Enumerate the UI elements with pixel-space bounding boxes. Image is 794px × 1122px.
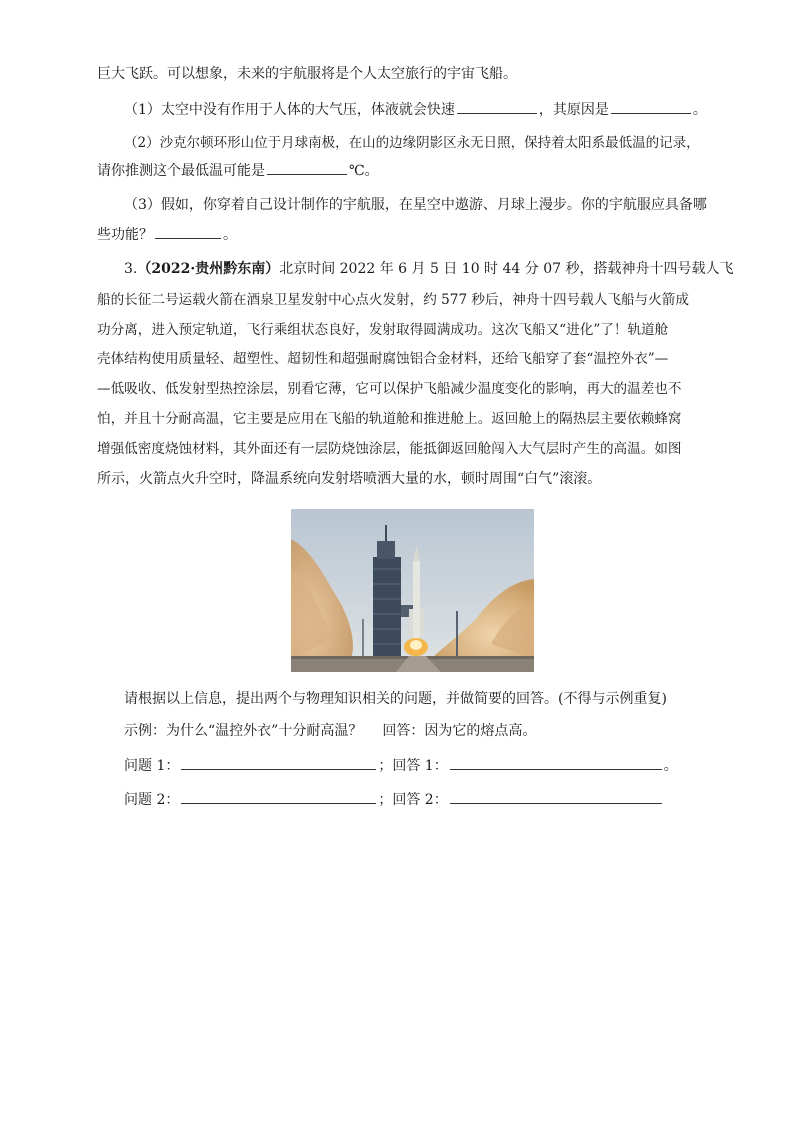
- punctuation: 。: [692, 102, 707, 118]
- question-2-input[interactable]: [181, 789, 376, 804]
- example-line: [0, 721, 794, 741]
- problem-3-line: [0, 469, 794, 489]
- problem-3-line: [0, 379, 794, 399]
- problem-text-line: 功分离，进入预定轨道，飞行乘组状态良好，发射取得圆满成功。这次飞船又“进化”了！轨道舱: [97, 322, 669, 338]
- punctuation: 。: [663, 758, 678, 774]
- rocket-flame-core: [410, 640, 422, 650]
- example-answer: 回答：因为它的熔点高。: [382, 723, 537, 739]
- problem-text-line: 怕，并且十分耐高温，它主要是应用在飞船的轨道舱和推进舱上。返回舱上的隔热层主要依赖蜂窝: [97, 411, 682, 427]
- rocket-booster-right: [420, 609, 424, 637]
- question-1-label: 问题 1：: [124, 758, 180, 774]
- answer-blank[interactable]: [267, 160, 347, 175]
- problem-3-line: [0, 349, 794, 369]
- question-1-text: （1）太空中没有作用于人体的大气压，体液就会快速: [124, 102, 455, 118]
- text: 巨大飞跃。可以想象，未来的宇航服将是个人太空旅行的宇宙飞船。: [97, 66, 517, 82]
- paragraph-line: [0, 64, 794, 84]
- question-3-text-b: 些功能？: [97, 227, 153, 243]
- answer-1-label: ；回答 1：: [378, 758, 448, 774]
- answer-blank[interactable]: [155, 224, 221, 239]
- question-1-text-b: ，其原因是: [538, 102, 609, 118]
- answer-2-label: ；回答 2：: [378, 792, 448, 808]
- answer-row-2: [0, 789, 794, 810]
- punctuation: 。: [223, 227, 237, 243]
- launch-tower: [373, 557, 401, 657]
- problem-source: （2022·贵州黔东南）: [137, 261, 280, 277]
- problem-3-line: [0, 320, 794, 340]
- problem-text-line: 北京时间 2022 年 6 月 5 日 10 时 44 分 07 秒，搭载神舟十四号载人飞: [279, 261, 734, 277]
- problem-text-line: 增强低密度烧蚀材料，其外面还有一层防烧蚀涂层，能抵御返回舱闯入大气层时产生的高温。如图: [97, 441, 682, 457]
- answer-row-1: [0, 755, 794, 776]
- answer-blank[interactable]: [457, 99, 537, 114]
- question-2-label: 问题 2：: [124, 792, 180, 808]
- instructions-line: [0, 689, 794, 709]
- question-3-line-1: [0, 195, 794, 215]
- problem-3-heading: [0, 259, 794, 279]
- question-3-line-2: [0, 224, 794, 245]
- instructions-text: 请根据以上信息，提出两个与物理知识相关的问题，并做简要的回答。(不得与示例重复): [124, 691, 667, 707]
- question-2-line-1: [0, 133, 794, 153]
- problem-3-line: [0, 439, 794, 459]
- problem-3-line: [0, 290, 794, 310]
- question-2-line-2: [0, 160, 794, 181]
- question-1: [0, 99, 794, 120]
- question-3-text: （3）假如，你穿着自己设计制作的宇航服，在星空中遨游、月球上漫步。你的宇航服应具备哪: [124, 197, 707, 213]
- problem-number: 3.: [124, 261, 138, 277]
- question-2-text: （2）沙克尔顿环形山位于月球南极，在山的边缘阴影区永无日照，保持着太阳系最低温的记录，: [124, 135, 700, 151]
- example-question: 示例：为什么“温控外衣”十分耐高温？: [124, 723, 363, 739]
- rocket-booster-left: [409, 609, 413, 637]
- problem-text-line: 壳体结构使用质量轻、超塑性、超韧性和超强耐腐蚀铝合金材料，还给飞船穿了套“温控外衣”—: [97, 351, 669, 367]
- problem-text-line: —低吸收、低发射型热控涂层，别看它薄，它可以保护飞船减少温度变化的影响，再大的温差也不: [97, 381, 682, 397]
- problem-text-line: 船的长征二号运载火箭在酒泉卫星发射中心点火发射，约 577 秒后，神舟十四号载人飞船与火箭成: [97, 292, 689, 308]
- rocket-launch-illustration: [291, 509, 534, 672]
- rocket-body: [413, 561, 420, 639]
- answer-2-input[interactable]: [450, 789, 662, 804]
- problem-3-line: [0, 409, 794, 429]
- question-2-text-b: 请你推测这个最低温可能是: [97, 163, 265, 179]
- rocket-launch-photo: [291, 509, 534, 672]
- question-1-input[interactable]: [181, 755, 376, 770]
- answer-blank[interactable]: [611, 99, 691, 114]
- launch-tower-top: [377, 541, 395, 559]
- problem-text-line: 所示，火箭点火升空时，降温系统向发射塔喷洒大量的水，顿时周围“白气”滚滚。: [97, 471, 602, 487]
- unit-text: ℃。: [349, 163, 379, 179]
- answer-1-input[interactable]: [450, 755, 662, 770]
